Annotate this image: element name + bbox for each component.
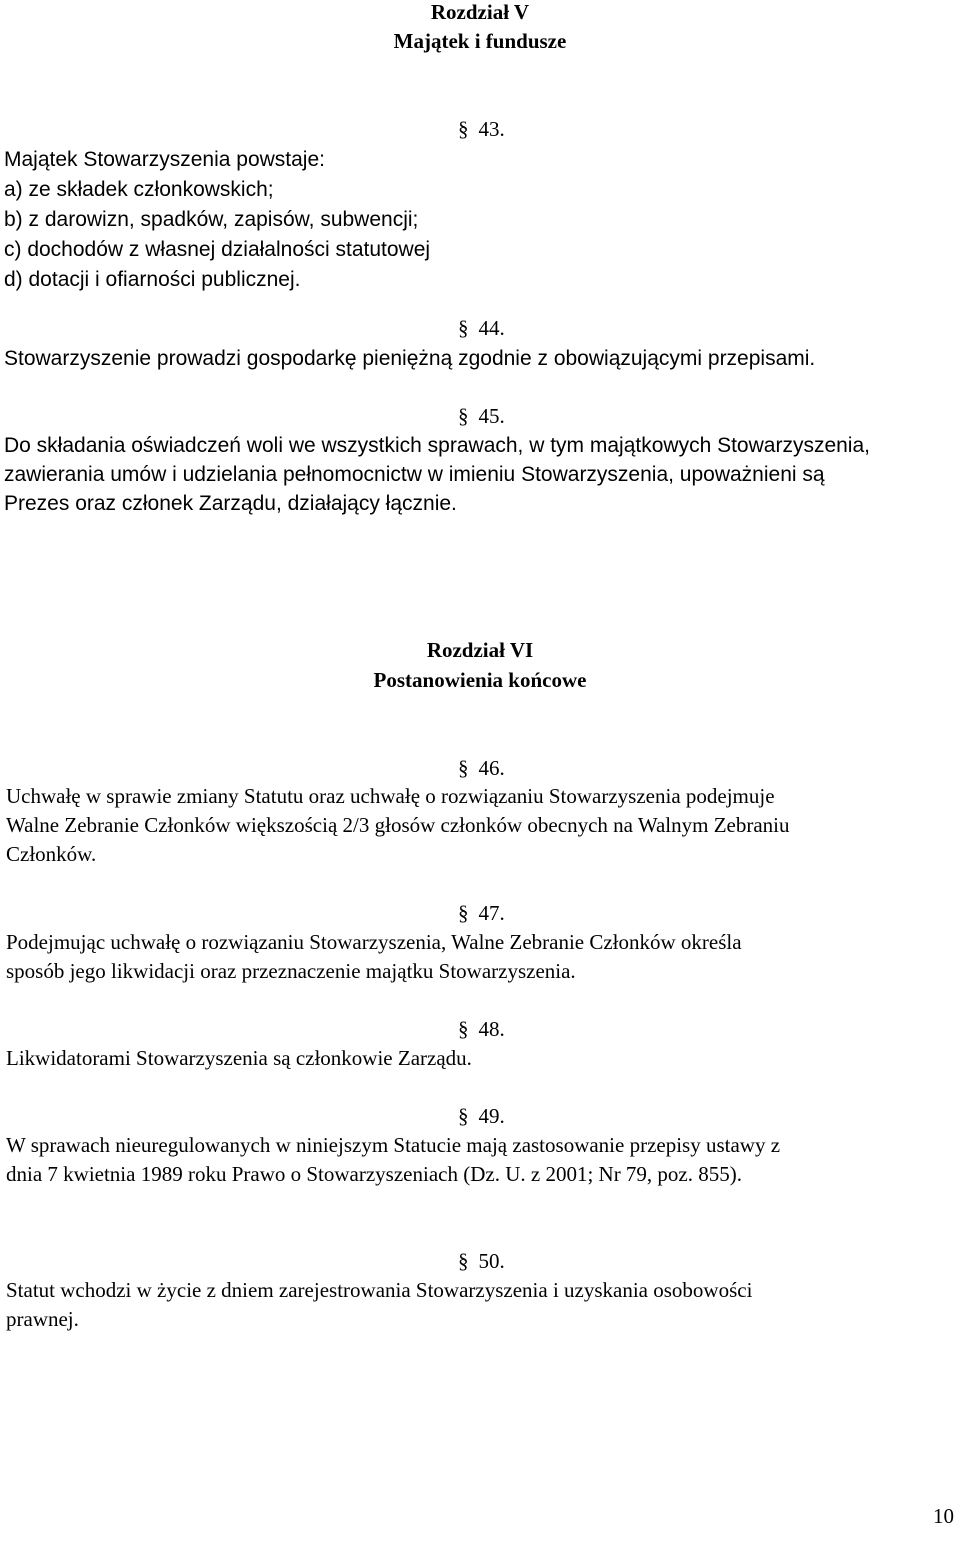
section-number: 48.	[478, 1017, 505, 1041]
section-number: 43.	[478, 117, 505, 141]
section-number: 49.	[478, 1104, 505, 1128]
section-48-line: Likwidatorami Stowarzyszenia są członkowie Zarządu.	[6, 1046, 472, 1070]
chapter-6-subtitle: Postanowienia końcowe	[373, 668, 587, 692]
section-number: 44.	[478, 316, 505, 340]
section-mark: §	[458, 1249, 469, 1273]
section-45-line: zawierania umów i udzielania pełnomocnictw w imieniu Stowarzyszenia, upoważnieni są	[4, 463, 825, 486]
section-45-line: Do składania oświadczeń woli we wszystkich sprawach, w tym majątkowych Stowarzyszenia,	[4, 434, 870, 457]
section-44-heading	[458, 314, 505, 343]
section-number: 47.	[478, 901, 505, 925]
section-number: 50.	[478, 1249, 505, 1273]
section-44-body	[4, 344, 954, 373]
section-50-line: prawnej.	[6, 1307, 79, 1331]
section-49-line: W sprawach nieuregulowanych w niniejszym Statucie mają zastosowanie przepisy ustawy z	[6, 1133, 781, 1157]
page-number: 10	[933, 1504, 954, 1528]
section-43-line: c) dochodów z własnej działalności statutowej	[4, 238, 431, 261]
section-43-heading	[458, 115, 505, 144]
section-mark: §	[458, 1017, 469, 1041]
section-45-line: Prezes oraz członek Zarządu, działający łącznie.	[4, 492, 457, 515]
chapter-5-title: Rozdział V	[430, 0, 530, 24]
section-46-line: Uchwałę w sprawie zmiany Statutu oraz uchwałę o rozwiązaniu Stowarzyszenia podejmuje	[6, 784, 775, 808]
section-45-heading	[458, 402, 505, 431]
section-46-line: Walne Zebranie Członków większością 2/3 głosów członków obecnych na Walnym Zebraniu	[6, 813, 790, 837]
section-50-line: Statut wchodzi w życie z dniem zarejestrowania Stowarzyszenia i uzyskania osobowości	[6, 1278, 753, 1302]
section-50-body	[6, 1276, 956, 1334]
section-mark: §	[458, 404, 469, 428]
section-number: 45.	[478, 404, 505, 428]
section-44-line: Stowarzyszenie prowadzi gospodarkę pieniężną zgodnie z obowiązującymi przepisami.	[4, 347, 816, 370]
section-47-body	[6, 928, 956, 986]
chapter-5-subtitle: Majątek i fundusze	[393, 29, 567, 53]
section-mark: §	[458, 316, 469, 340]
section-50-heading	[458, 1247, 505, 1276]
section-46-line: Członków.	[6, 842, 97, 866]
section-48-heading	[458, 1015, 505, 1044]
section-48-body	[6, 1044, 956, 1073]
section-number: 46.	[478, 756, 505, 780]
section-43-line: b) z darowizn, spadków, zapisów, subwencji;	[4, 208, 419, 231]
section-49-body	[6, 1131, 956, 1189]
section-mark: §	[458, 756, 469, 780]
section-49-heading	[458, 1102, 505, 1131]
section-mark: §	[458, 117, 469, 141]
section-45-body	[4, 431, 954, 518]
section-46-body	[6, 782, 956, 869]
section-47-heading	[458, 899, 505, 928]
section-43-line: d) dotacji i ofiarności publicznej.	[4, 268, 301, 291]
section-mark: §	[458, 901, 469, 925]
section-49-line: dnia 7 kwietnia 1989 roku Prawo o Stowarzyszeniach (Dz. U. z 2001; Nr 79, poz. 855).	[6, 1162, 742, 1186]
section-46-heading	[458, 754, 505, 783]
section-43-line: a) ze składek członkowskich;	[4, 178, 274, 201]
section-mark: §	[458, 1104, 469, 1128]
chapter-6-title: Rozdział VI	[426, 638, 534, 662]
section-47-line: Podejmując uchwałę o rozwiązaniu Stowarzyszenia, Walne Zebranie Członków określa	[6, 930, 742, 954]
section-47-line: sposób jego likwidacji oraz przeznaczenie majątku Stowarzyszenia.	[6, 959, 576, 983]
section-43-line: Majątek Stowarzyszenia powstaje:	[4, 148, 325, 171]
section-43-body	[4, 145, 954, 295]
